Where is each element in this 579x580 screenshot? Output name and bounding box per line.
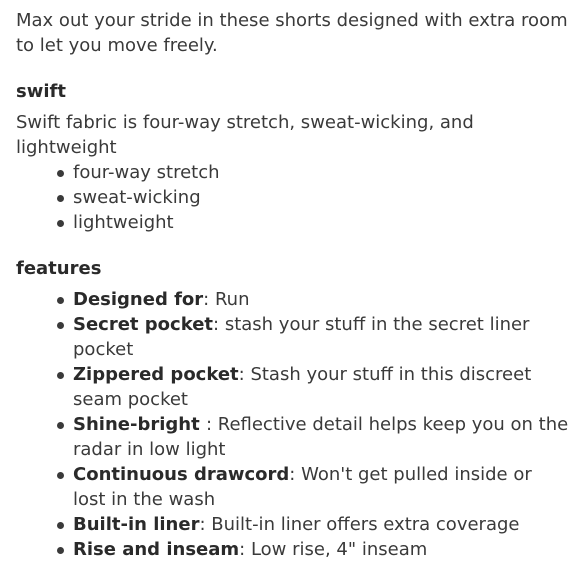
- feature-name: Designed for: [73, 289, 204, 310]
- feature-text: Won't get pulled inside or lost in the wash: [73, 464, 532, 510]
- feature-text: Built-in liner offers extra coverage: [211, 514, 520, 535]
- feature-item-designed-for: [73, 287, 569, 312]
- feature-text: Stash your stuff in this discreet seam pocket: [73, 364, 532, 410]
- feature-separator: :: [213, 314, 225, 335]
- feature-name: Zippered pocket: [73, 364, 239, 385]
- feature-separator: :: [199, 514, 212, 535]
- feature-item-rise-and-inseam: [73, 537, 569, 562]
- features-list: [16, 287, 569, 562]
- intro-text: Max out your stride in these shorts designed with extra room to let you move freely.: [16, 10, 568, 56]
- feature-text: Reflective detail helps keep you on the radar in low light: [73, 414, 569, 460]
- swift-description: Swift fabric is four-way stretch, sweat-wicking, and lightweight: [16, 112, 474, 158]
- list-item: lightweight: [73, 210, 569, 235]
- feature-item-continuous-drawcord: [73, 462, 569, 512]
- feature-name: Secret pocket: [73, 314, 214, 335]
- feature-separator: :: [238, 364, 251, 385]
- feature-item-shine-bright: [73, 412, 569, 462]
- swift-heading: swift: [16, 81, 66, 102]
- list-item: four-way stretch: [73, 160, 569, 185]
- feature-separator: :: [203, 289, 215, 310]
- feature-separator: :: [289, 464, 302, 485]
- feature-name: Shine-bright: [73, 414, 206, 435]
- feature-name: Continuous drawcord: [73, 464, 290, 485]
- feature-text: stash your stuff in the secret liner pocket: [73, 314, 530, 360]
- feature-separator: :: [205, 414, 218, 435]
- feature-item-secret-pocket: [73, 312, 569, 362]
- feature-item-built-in-liner: [73, 512, 569, 537]
- feature-text: Low rise, 4" inseam: [250, 539, 428, 560]
- feature-item-zippered-pocket: [73, 362, 569, 412]
- feature-name: Built-in liner: [73, 514, 200, 535]
- features-heading: features: [16, 258, 102, 279]
- feature-name: Rise and inseam: [73, 539, 240, 560]
- feature-text: Run: [214, 289, 250, 310]
- swift-bullet-list: [16, 160, 569, 235]
- list-item: sweat-wicking: [73, 185, 569, 210]
- feature-separator: :: [239, 539, 251, 560]
